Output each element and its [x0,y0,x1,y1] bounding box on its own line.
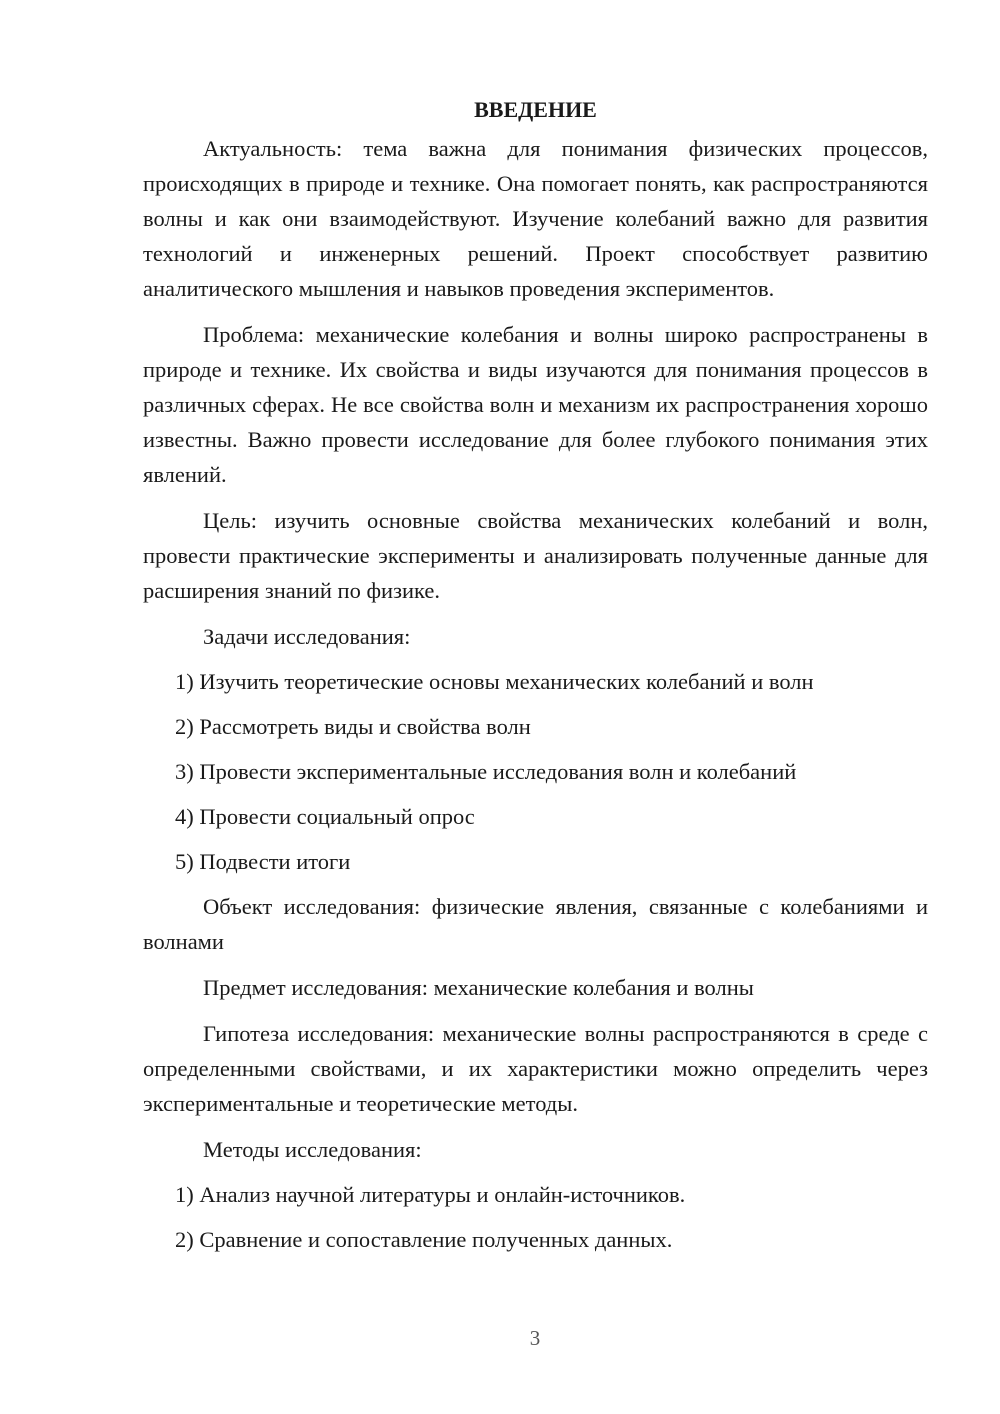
list-item: 5) Подвести итоги [175,849,351,874]
list-item: 3) Провести экспериментальные исследования волн и колебаний [175,759,797,784]
goal-paragraph: Цель: изучить основные свойства механических колебаний и волн, провести практические эксперименты и анализировать полученные данные для расширения знаний по физике. [143,508,928,603]
tasks-list [143,664,928,879]
list-item: 2) Рассмотреть виды и свойства волн [175,714,531,739]
object-paragraph: Объект исследования: физические явления, связанные с колебаниями и волнами [143,894,928,954]
list-item: 4) Провести социальный опрос [175,804,475,829]
section-title: ВВЕДЕНИЕ [474,97,597,122]
methods-heading: Методы исследования: [203,1137,422,1162]
list-item: 1) Изучить теоретические основы механических колебаний и волн [175,669,814,694]
hypothesis-paragraph: Гипотеза исследования: механические волны распространяются в среде с определенными свойствами, и их характеристики можно определить через экспериментальные и теоретические методы. [143,1021,928,1116]
subject-paragraph: Предмет исследования: механические колебания и волны [203,975,754,1000]
relevance-paragraph: Актуальность: тема важна для понимания физических процессов, происходящих в природе и технике. Она помогает понять, как распространяются волны и как они взаимодействуют. Изучение колебаний важно для развития технологий и инженерных решений. Проект способствует развитию аналитического мышления и навыков проведения экспериментов. [143,136,928,301]
page-content [143,92,928,1267]
list-item: 2) Сравнение и сопоставление полученных данных. [175,1227,673,1252]
page-number: 3 [529,1326,541,1350]
tasks-heading: Задачи исследования: [203,624,411,649]
methods-list [143,1177,928,1257]
problem-paragraph: Проблема: механические колебания и волны широко распространены в природе и технике. Их свойства и виды изучаются для понимания процессов в различных сферах. Не все свойства волн и механизм их распространения хорошо известны. Важно провести исследование для более глубокого понимания этих явлений. [143,322,928,487]
list-item: 1) Анализ научной литературы и онлайн-источников. [175,1182,686,1207]
